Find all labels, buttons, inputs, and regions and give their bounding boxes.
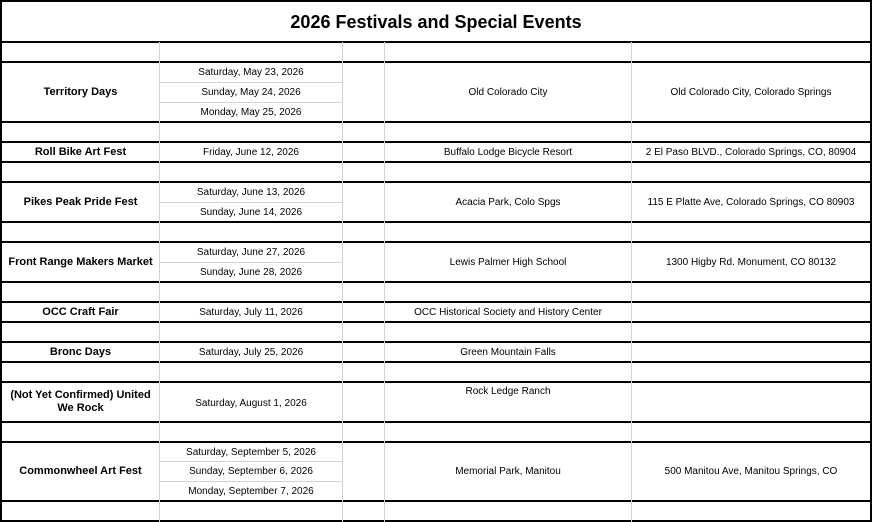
page-title: 2026 Festivals and Special Events — [290, 11, 582, 32]
sub-row-line — [160, 262, 342, 263]
event-address — [632, 303, 870, 321]
event-address: 1300 Higby Rd. Monument, CO 80132 — [665, 256, 837, 268]
grid-line — [0, 41, 872, 43]
event-address — [632, 343, 870, 361]
grid-line — [0, 500, 872, 502]
grid-line — [0, 161, 872, 163]
event-date: Sunday, September 6, 2026 — [189, 466, 313, 477]
grid-line — [0, 0, 872, 2]
grid-line — [0, 421, 872, 423]
event-venue: Old Colorado City — [468, 86, 548, 98]
grid-line — [159, 42, 160, 522]
event-name: Pikes Peak Pride Fest — [23, 195, 138, 208]
event-date: Saturday, July 25, 2026 — [198, 346, 304, 358]
event-venue: OCC Historical Society and History Center — [414, 306, 602, 318]
event-name: Territory Days — [43, 85, 118, 98]
event-venue: Green Mountain Falls — [460, 346, 556, 358]
grid-line — [384, 42, 385, 522]
event-date: Saturday, September 5, 2026 — [186, 446, 316, 458]
event-date: Monday, September 7, 2026 — [188, 485, 314, 497]
event-name: Commonwheel Art Fest — [19, 465, 142, 477]
sub-row-line — [160, 82, 342, 83]
event-date: Saturday, June 27, 2026 — [196, 247, 306, 258]
event-address: 115 E Platte Ave, Colorado Springs, CO 80903 — [647, 196, 855, 208]
event-date: Saturday, May 23, 2026 — [198, 67, 304, 78]
grid-line — [0, 381, 872, 383]
grid-line — [342, 42, 343, 522]
event-date: Sunday, June 14, 2026 — [199, 206, 303, 218]
sub-row-line — [160, 461, 342, 462]
event-date: Saturday, July 11, 2026 — [199, 306, 303, 318]
grid-border — [0, 0, 2, 522]
event-venue: Buffalo Lodge Bicycle Resort — [443, 146, 573, 158]
event-address: Old Colorado City, Colorado Springs — [670, 86, 832, 98]
event-address: 500 Manitou Ave, Manitou Springs, CO — [664, 466, 838, 477]
event-venue: Memorial Park, Manitou — [455, 466, 561, 477]
grid-line — [0, 121, 872, 123]
event-date: Saturday, June 13, 2026 — [196, 187, 306, 198]
event-venue: Lewis Palmer High School — [449, 256, 567, 268]
grid-line — [0, 441, 872, 443]
event-address — [632, 383, 870, 421]
event-date: Monday, May 25, 2026 — [200, 106, 302, 118]
event-date: Sunday, May 24, 2026 — [201, 87, 301, 98]
event-date: Sunday, June 28, 2026 — [199, 266, 303, 278]
event-name: Roll Bike Art Fest — [34, 145, 127, 158]
grid-line — [631, 42, 632, 522]
sub-row-line — [160, 102, 342, 103]
event-venue: Acacia Park, Colo Spgs — [455, 196, 561, 208]
sub-row-line — [160, 202, 342, 203]
event-venue: Rock Ledge Ranch — [465, 385, 551, 397]
event-name: Front Range Makers Market — [8, 255, 153, 268]
grid-line — [0, 301, 872, 303]
sub-row-line — [160, 481, 342, 482]
event-name: Bronc Days — [49, 345, 112, 358]
grid-line — [0, 221, 872, 223]
event-name: (Not Yet Confirmed) United We Rock — [10, 389, 151, 414]
grid-line — [0, 281, 872, 283]
grid-line — [0, 61, 872, 63]
grid-line — [0, 181, 872, 183]
event-address: 2 El Paso BLVD., Colorado Springs, CO, 80904 — [645, 146, 857, 158]
event-name: OCC Craft Fair — [42, 305, 119, 318]
event-date: Friday, June 12, 2026 — [203, 146, 299, 158]
grid-line — [0, 341, 872, 343]
grid-line — [0, 141, 872, 143]
grid-line — [0, 241, 872, 243]
grid-line — [0, 361, 872, 363]
event-date: Saturday, August 1, 2026 — [195, 397, 307, 409]
grid-line — [0, 321, 872, 323]
